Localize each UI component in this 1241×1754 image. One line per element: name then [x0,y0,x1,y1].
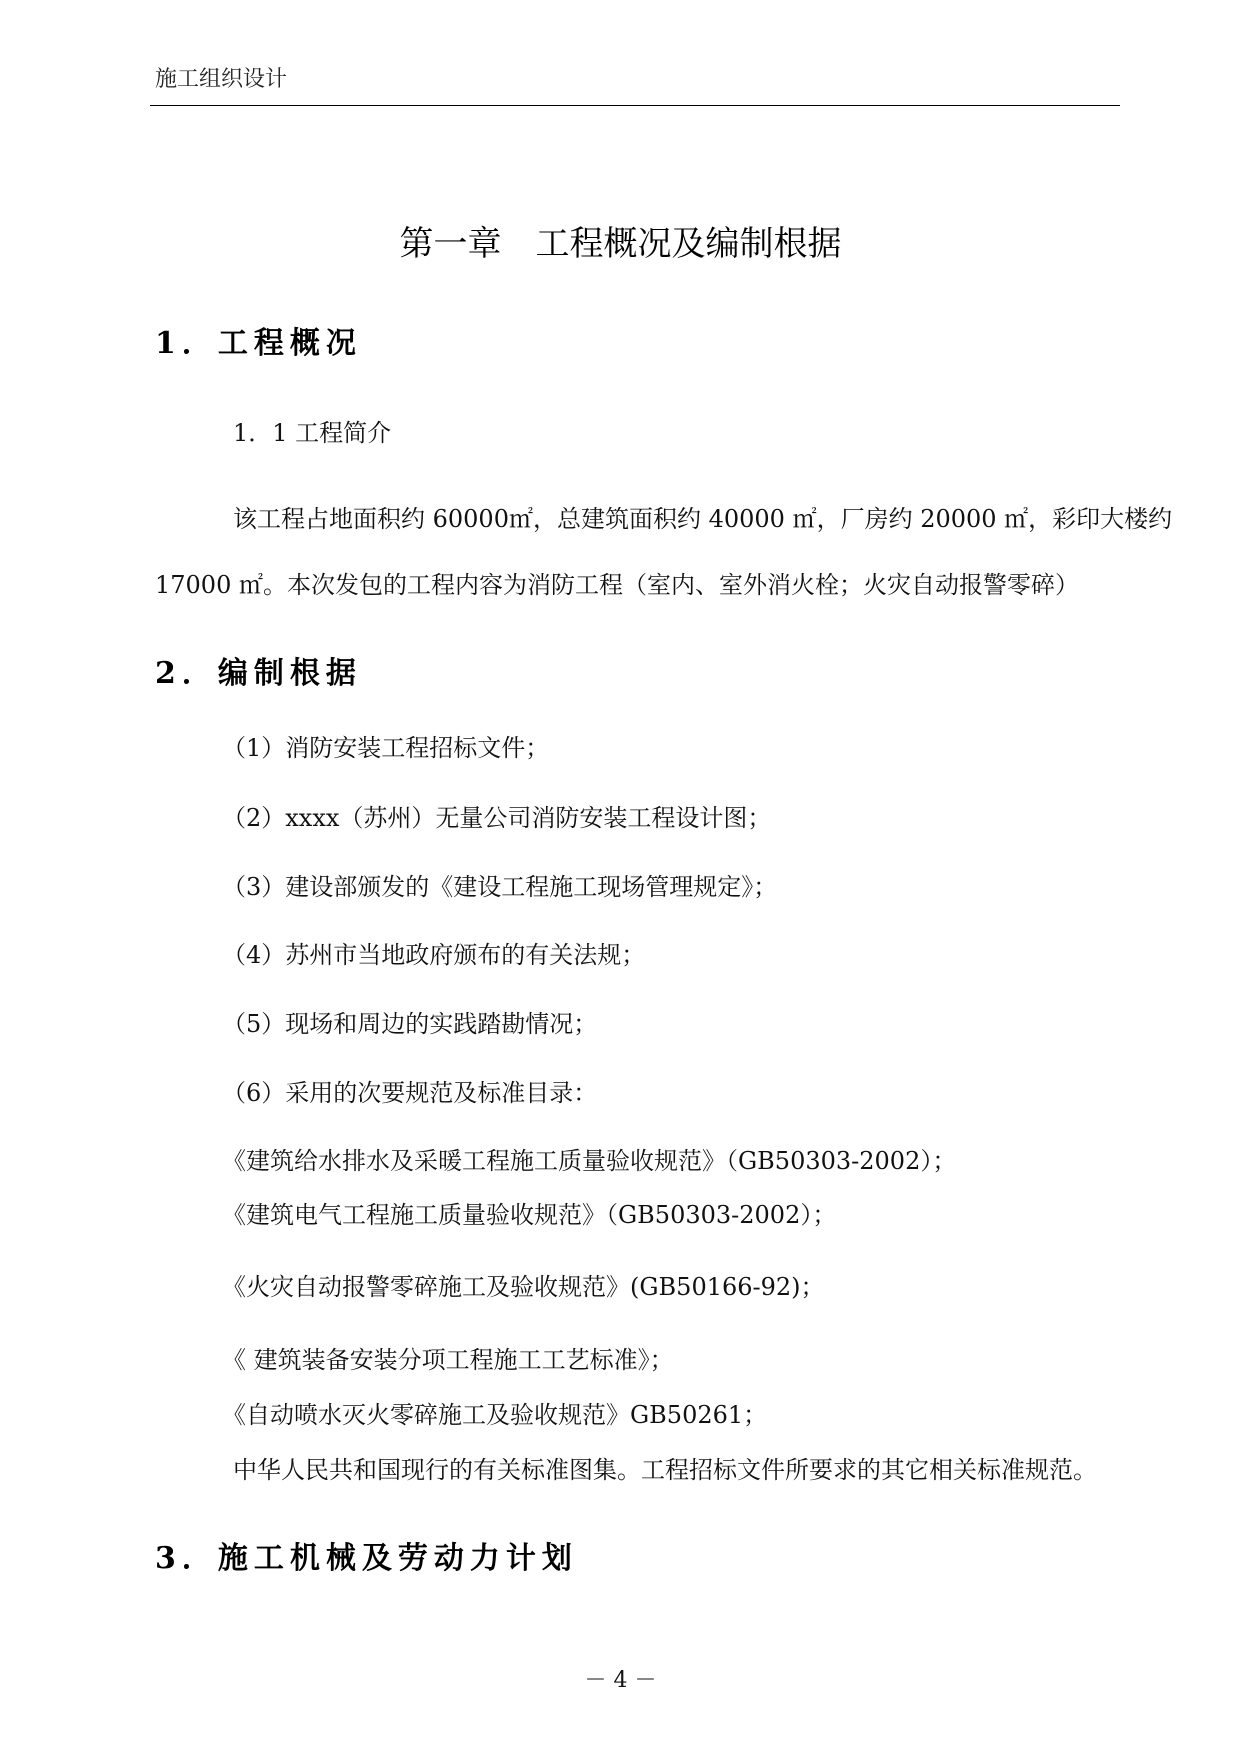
overview-paragraph-line-2: 17000 ㎡。本次发包的工程内容为消防工程（室内、室外消火栓；火灾自动报警零碎） [155,571,1079,599]
basis-item: （3）建设部颁发的《建设工程施工现场管理规定》； [222,873,778,901]
page-number: － 4 － [584,1668,657,1693]
standard-item: 《自动喷水灭火零碎施工及验收规范》GB50261； [222,1401,768,1429]
basis-item: （4）苏州市当地政府颁布的有关法规； [222,941,646,969]
basis-item: （5）现场和周边的实践踏勘情况； [222,1010,598,1038]
header-title: 施工组织设计 [155,67,288,92]
standard-item: 《 建筑装备安装分项工程施工工艺标准》； [222,1346,674,1374]
basis-item: （1）消防安装工程招标文件； [222,734,550,762]
section-heading-overview: 1．工程概况 [155,326,362,361]
standard-item: 《建筑电气工程施工质量验收规范》（GB50303-2002）； [222,1201,837,1229]
basis-item: （2）xxxx（苏州）无量公司消防安装工程设计图； [222,804,772,832]
standard-item: 《火灾自动报警零碎施工及验收规范》(GB50166-92)； [222,1273,825,1301]
standard-item: 《建筑给水排水及采暖工程施工质量验收规范》（GB50303-2002）； [222,1147,957,1175]
overview-paragraph-line-1: 该工程占地面积约 60000㎡，总建筑面积约 40000 ㎡，厂房约 20000 ㎡，彩印大楼约 [233,505,1173,533]
standard-item: 中华人民共和国现行的有关标准图集。工程招标文件所要求的其它相关标准规范。 [233,1456,1097,1484]
sub-heading-project-intro: 1．1 工程简介 [233,419,392,447]
header-divider [150,105,1120,106]
section-heading-machinery: 3．施工机械及劳动力计划 [155,1541,578,1576]
chapter-title: 第一章 工程概况及编制根据 [399,224,842,264]
section-heading-basis: 2．编制根据 [155,656,362,691]
basis-item: （6）采用的次要规范及标准目录： [222,1079,598,1107]
